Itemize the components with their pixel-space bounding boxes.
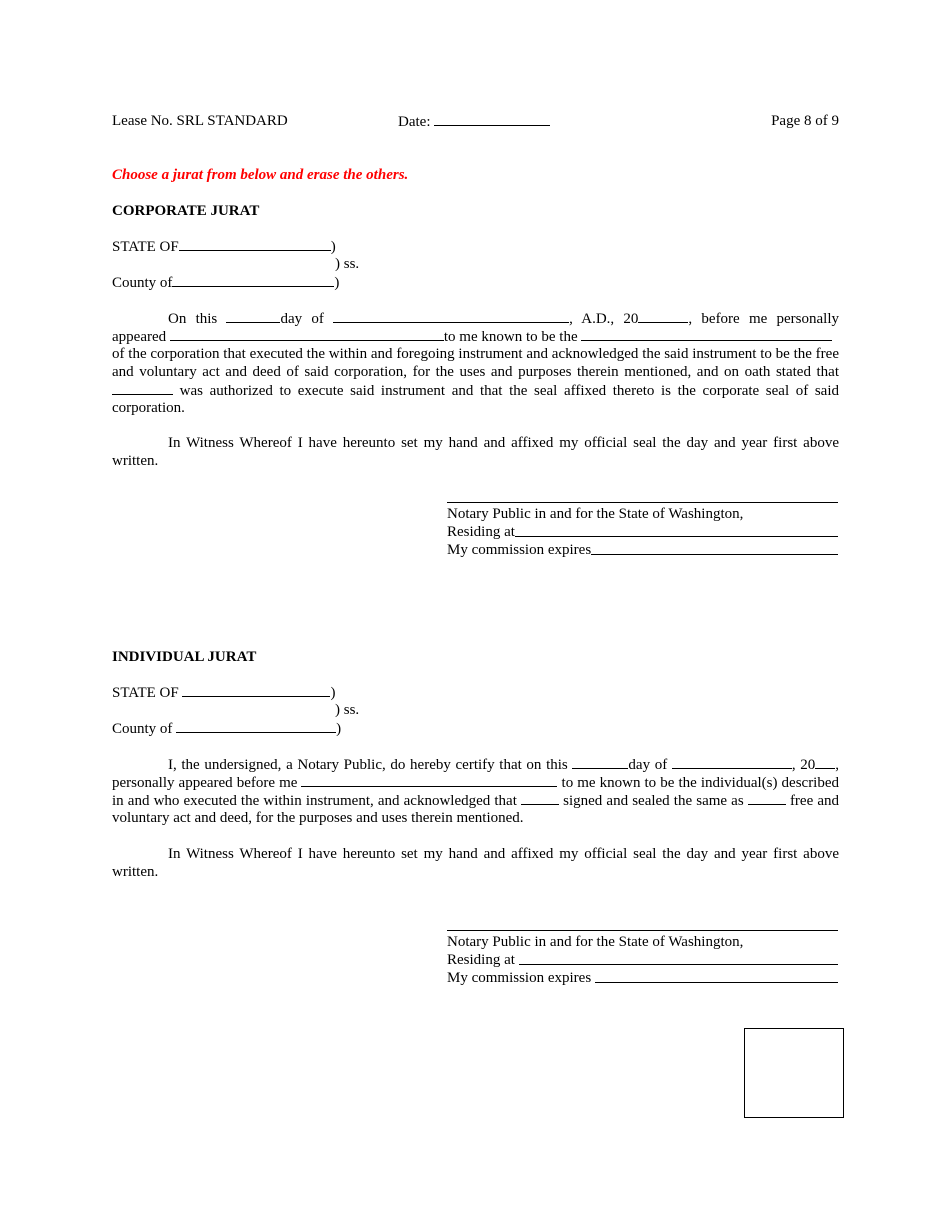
corporate-line-1: [112, 309, 839, 327]
possessive-blank[interactable]: [748, 791, 786, 805]
day-blank[interactable]: [572, 755, 628, 769]
paren: ): [334, 275, 340, 291]
paren: ): [336, 721, 342, 737]
witness-line-1: In Witness Whereof I have hereunto set my hand and affixed my official seal the day and year first above: [168, 846, 839, 862]
appeared-blank[interactable]: [170, 327, 444, 341]
state-blank[interactable]: [179, 237, 331, 251]
witness-line-2: written.: [112, 864, 159, 880]
paren: ): [330, 685, 336, 701]
corporate-line-2: [112, 327, 839, 345]
individual-residing-line: [447, 951, 838, 969]
residing-blank[interactable]: [519, 951, 838, 965]
text: I, the undersigned, a Notary Public, do hereby certify that on this: [168, 757, 568, 773]
text: personally: [776, 311, 839, 327]
year-blank[interactable]: [638, 309, 688, 323]
corporate-commission-line: [447, 541, 838, 559]
text: ,: [688, 311, 693, 327]
individual-county-line: [112, 719, 341, 738]
instruction-text: Choose a jurat from below and erase the others.: [112, 167, 409, 183]
date-blank[interactable]: [434, 112, 550, 126]
residing-blank[interactable]: [515, 523, 838, 537]
text: day of: [628, 757, 668, 773]
county-blank[interactable]: [176, 719, 336, 733]
text: was authorized to execute said instrument and that the seal affixed thereto is the corporate seal of said: [179, 383, 840, 399]
individual-commission-line: [447, 969, 838, 987]
year-blank[interactable]: [815, 755, 835, 769]
appeared-blank[interactable]: [301, 773, 557, 787]
text: appeared: [112, 329, 167, 345]
corporate-line-5: [112, 381, 839, 399]
residing-label: Residing at: [447, 952, 515, 968]
county-of-label: County of: [112, 721, 173, 737]
individual-line-4: voluntary act and deed, for the purposes and uses therein mentioned.: [112, 810, 524, 826]
individual-state-line: [112, 683, 335, 702]
corporate-body-paragraph: [112, 309, 839, 417]
date-label: Date:: [398, 114, 431, 130]
text: day of: [280, 311, 324, 327]
text: to me known to be the: [443, 329, 578, 345]
lease-number: Lease No. SRL STANDARD: [112, 113, 288, 129]
text: me: [748, 311, 768, 327]
commission-blank[interactable]: [591, 541, 838, 555]
text: to me known to be the individual(s) described: [561, 775, 840, 791]
text: in and who executed the within instrument, and acknowledged that: [112, 793, 517, 809]
text: before: [701, 311, 740, 327]
initials-box[interactable]: [744, 1028, 844, 1118]
text: On this: [168, 311, 218, 327]
state-of-label: STATE OF: [112, 239, 179, 255]
commission-label: My commission expires: [447, 970, 592, 986]
officer-blank[interactable]: [112, 381, 173, 395]
county-blank[interactable]: [172, 273, 334, 287]
individual-notary-label: Notary Public in and for the State of Washington,: [447, 934, 744, 950]
individual-witness-paragraph: [112, 845, 839, 881]
corporate-witness-paragraph: [112, 434, 839, 470]
individual-line-3: [112, 791, 839, 809]
text: signed and sealed the same as: [563, 793, 744, 809]
corporate-line-4: and voluntary act and deed of said corporation, for the uses and purposes therein mentioned, and on oath stated that: [112, 364, 839, 380]
state-of-label: STATE OF: [112, 685, 179, 701]
corporate-jurat-heading: CORPORATE JURAT: [112, 203, 260, 219]
individual-jurat-heading: INDIVIDUAL JURAT: [112, 649, 257, 665]
corporate-ss: ) ss.: [335, 256, 360, 272]
individual-line-2: [112, 773, 839, 791]
text: free and: [789, 793, 840, 809]
day-blank[interactable]: [226, 309, 280, 323]
text: , 20: [791, 757, 816, 773]
individual-line-1: [112, 755, 839, 773]
title-blank[interactable]: [581, 327, 832, 341]
month-blank[interactable]: [333, 309, 569, 323]
county-of-label: County of: [112, 275, 173, 291]
residing-label: Residing at: [447, 524, 515, 540]
pronoun-blank[interactable]: [521, 791, 559, 805]
individual-body-paragraph: [112, 755, 839, 827]
corporate-line-6: corporation.: [112, 400, 185, 416]
corporate-signature-line[interactable]: [447, 502, 838, 503]
paren: ): [330, 239, 336, 255]
commission-label: My commission expires: [447, 542, 592, 558]
corporate-notary-label: Notary Public in and for the State of Washington,: [447, 506, 744, 522]
witness-line-1: In Witness Whereof I have hereunto set my hand and affixed my official seal the day and year first above: [168, 435, 839, 451]
commission-blank[interactable]: [595, 969, 838, 983]
corporate-line-3: of the corporation that executed the within and foregoing instrument and acknowledged the said instrument to be the free: [112, 346, 839, 362]
text: , A.D., 20: [569, 311, 639, 327]
text: ,: [835, 757, 840, 773]
corporate-state-line: [112, 237, 336, 256]
corporate-residing-line: [447, 523, 838, 541]
month-blank[interactable]: [672, 755, 792, 769]
text: personally appeared before me: [112, 775, 298, 791]
state-blank[interactable]: [182, 683, 330, 697]
corporate-county-line: [112, 273, 339, 292]
witness-line-2: written.: [112, 453, 159, 469]
individual-ss: ) ss.: [335, 702, 360, 718]
individual-signature-line[interactable]: [447, 930, 838, 931]
page-number: Page 8 of 9: [771, 113, 839, 129]
date-field[interactable]: [398, 112, 550, 131]
